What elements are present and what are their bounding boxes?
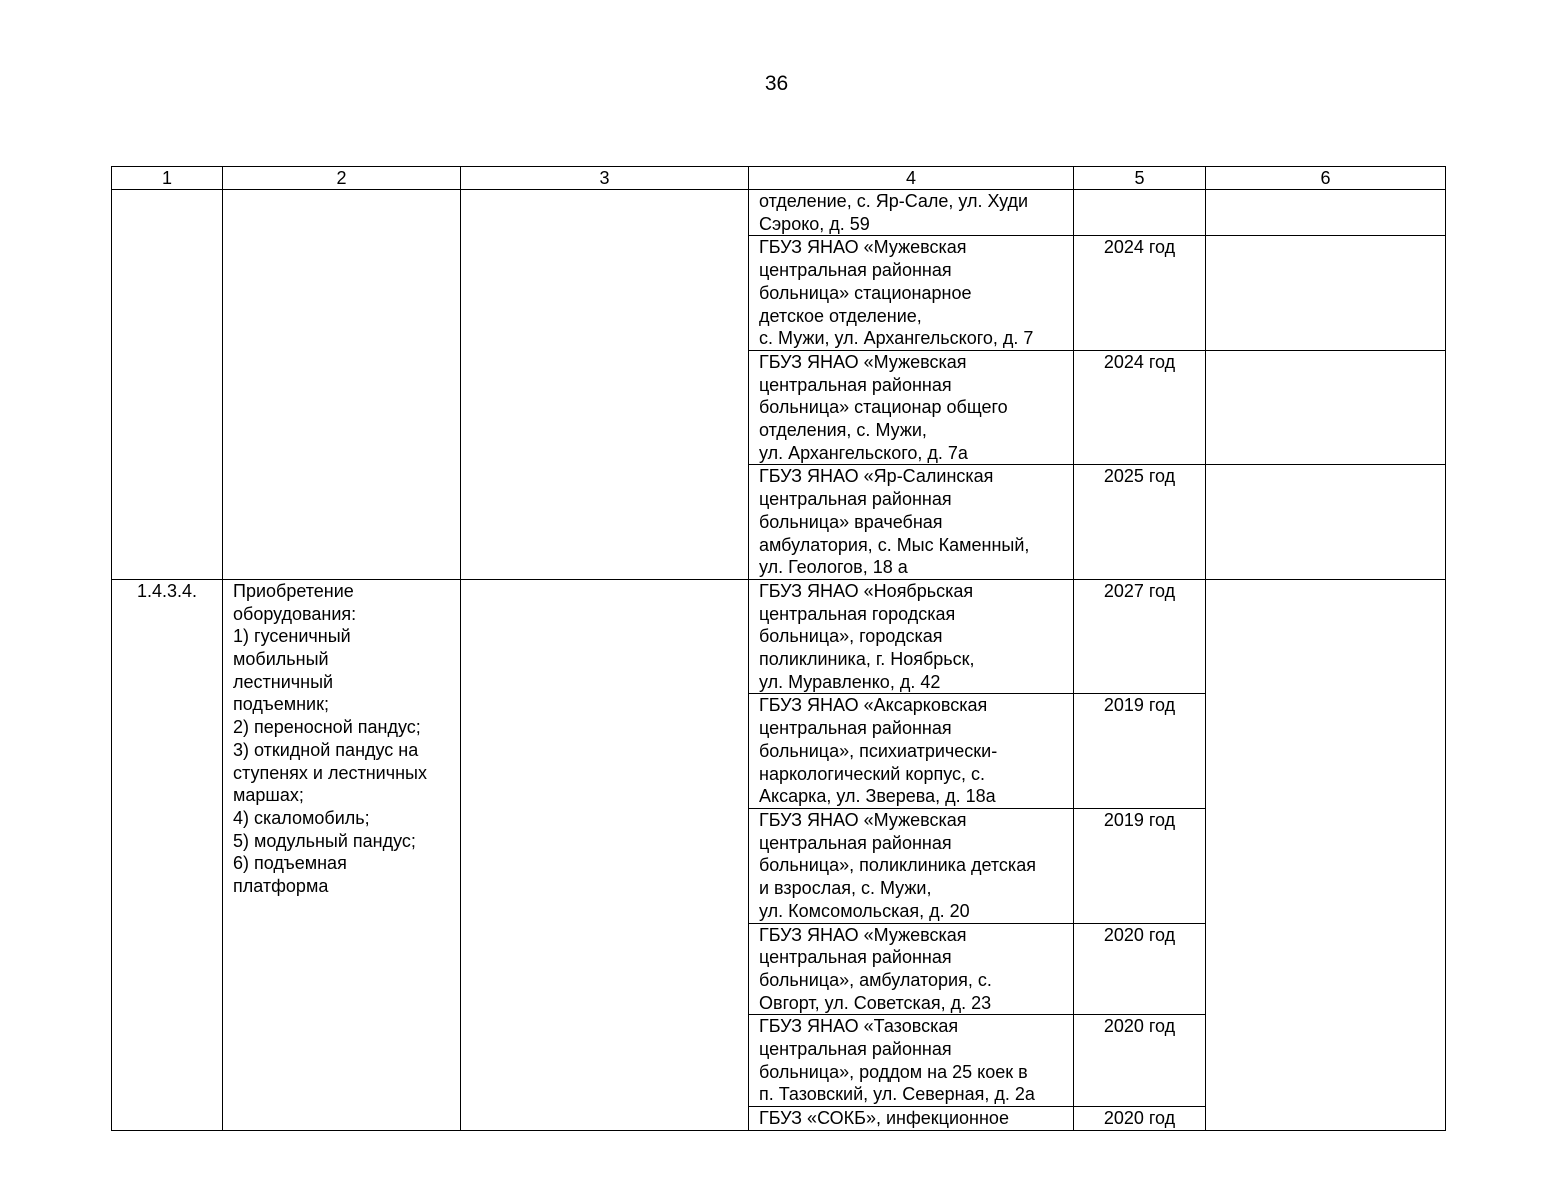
column-header-3: 3: [461, 167, 749, 190]
cell-object: ГБУЗ ЯНАО «Мужевская центральная районная больница», амбулатория, с. Овгорт, ул. Советская, д. 23: [749, 923, 1074, 1015]
cell-year: 2024 год: [1074, 350, 1206, 465]
cell-object: ГБУЗ ЯНАО «Яр-Салинская центральная районная больница» врачебная амбулатория, с. Мыс Каменный, ул. Геологов, 18 а: [749, 465, 1074, 580]
cell-col6-empty: [1206, 236, 1446, 351]
table-row: [112, 579, 1446, 694]
cell-measure: Приобретение оборудования: 1) гусеничный мобильный лестничный подъемник; 2) переносной пандус; 3) откидной пандус на ступенях и лестничных маршах; 4) скаломобиль; 5) модульный пандус; 6) подъемная платформа: [223, 579, 461, 1130]
cell-year: [1074, 190, 1206, 236]
cell-year: 2027 год: [1074, 579, 1206, 694]
cell-col6-empty: [1206, 465, 1446, 580]
cell-col6-empty: [1206, 350, 1446, 465]
cell-object: ГБУЗ ЯНАО «Мужевская центральная районная больница» стационарное детское отделение, с. Мужи, ул. Архангельского, д. 7: [749, 236, 1074, 351]
column-header-2: 2: [223, 167, 461, 190]
header-row: [112, 167, 1446, 190]
column-header-1: 1: [112, 167, 223, 190]
cell-object: ГБУЗ «СОКБ», инфекционное: [749, 1107, 1074, 1131]
cell-year: 2019 год: [1074, 808, 1206, 923]
cell-object: ГБУЗ ЯНАО «Ноябрьская центральная городская больница», городская поликлиника, г. Ноябрьск, ул. Муравленко, д. 42: [749, 579, 1074, 694]
cell-number-empty: [112, 190, 223, 580]
column-header-6: 6: [1206, 167, 1446, 190]
cell-col6-empty: [1206, 190, 1446, 236]
cell-col3-empty: [461, 579, 749, 1130]
cell-year: 2020 год: [1074, 923, 1206, 1015]
cell-year: 2019 год: [1074, 694, 1206, 809]
cell-object: ГБУЗ ЯНАО «Мужевская центральная районная больница» стационар общего отделения, с. Мужи, ул. Архангельского, д. 7а: [749, 350, 1074, 465]
cell-object: ГБУЗ ЯНАО «Тазовская центральная районная больница», роддом на 25 коек в п. Тазовский, ул. Северная, д. 2а: [749, 1015, 1074, 1107]
column-header-5: 5: [1074, 167, 1206, 190]
cell-item-number: 1.4.3.4.: [112, 579, 223, 1130]
cell-year: 2024 год: [1074, 236, 1206, 351]
cell-year: 2020 год: [1074, 1015, 1206, 1107]
cell-measure-empty: [223, 190, 461, 580]
page-number: 36: [764, 72, 789, 95]
table-row: [112, 190, 1446, 236]
cell-col3-empty: [461, 190, 749, 580]
cell-object: отделение, с. Яр-Сале, ул. Худи Сэроко, д. 59: [749, 190, 1074, 236]
column-header-4: 4: [749, 167, 1074, 190]
cell-year: 2025 год: [1074, 465, 1206, 580]
data-table: [111, 166, 1446, 1131]
cell-year: 2020 год: [1074, 1107, 1206, 1131]
cell-object: ГБУЗ ЯНАО «Мужевская центральная районная больница», поликлиника детская и взрослая, с. Мужи, ул. Комсомольская, д. 20: [749, 808, 1074, 923]
cell-object: ГБУЗ ЯНАО «Аксарковская центральная районная больница», психиатрически- наркологический корпус, с. Аксарка, ул. Зверева, д. 18а: [749, 694, 1074, 809]
cell-col6-empty: [1206, 579, 1446, 1130]
